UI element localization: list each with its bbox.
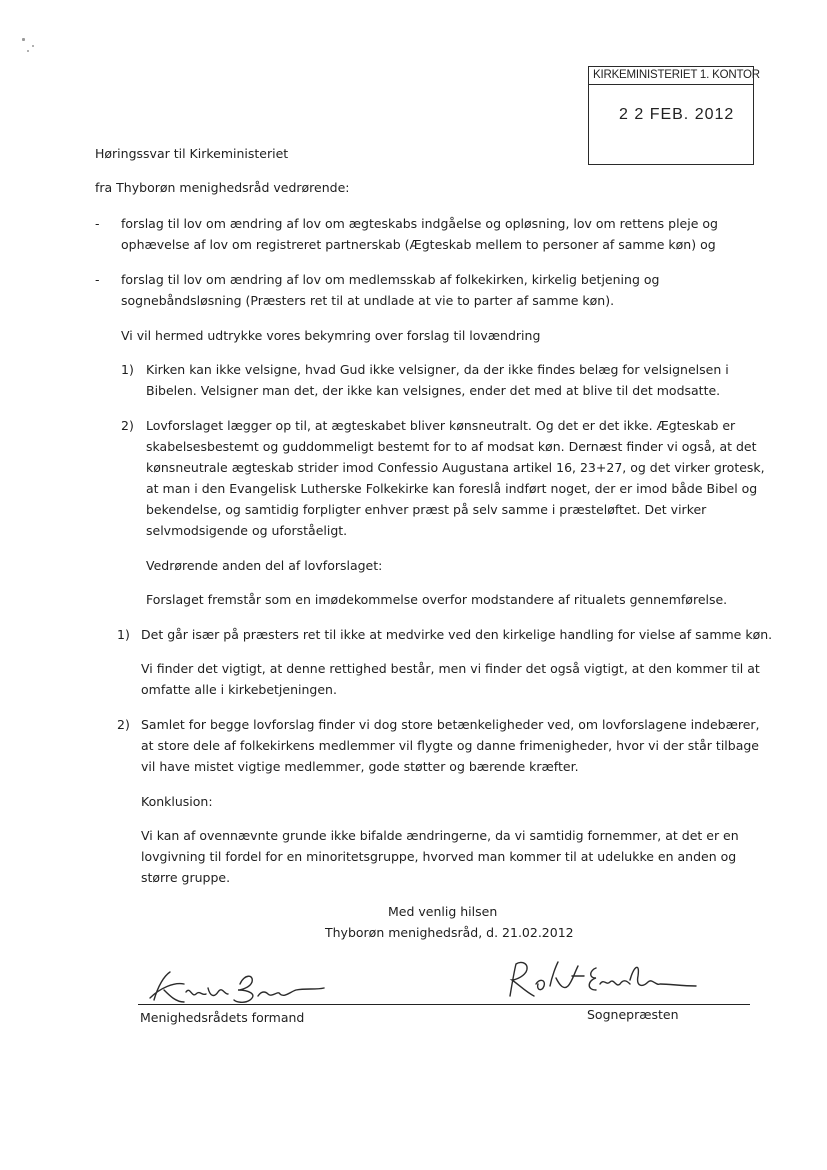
proposal-line: forslag til lov om ændring af lov om medlemsskab af folkekirken, kirkelig betjening og [121, 272, 660, 287]
proposal-bullet: - [95, 216, 100, 231]
signature-line [138, 1004, 750, 1005]
point-line: Samlet for begge lovforslag finder vi dog store betænkeligheder ved, om lovforslagene indebærer, [141, 717, 760, 732]
stamp-office-text: KIRKEMINISTERIET 1. KONTOR [593, 69, 760, 81]
point-line: selvmodsigende og uforståeligt. [146, 523, 348, 538]
stamp-header-band [589, 66, 760, 85]
point-line: Lovforslaget lægger op til, at ægteskabet bliver kønsneutralt. Og det er det ikke. Ægteskab er [146, 418, 736, 433]
scan-speck [22, 38, 25, 41]
point-line: vil have mistet vigtige medlemmer, gode støtter og bærende kræfter. [141, 759, 579, 774]
point-line: bekendelse, og samtidig forpligter enhver præst på selv samme i præsteløftet. Det virker [146, 502, 707, 517]
closing-sender: Thyborøn menighedsråd, d. 21.02.2012 [325, 925, 574, 940]
closing-greeting: Med venlig hilsen [388, 904, 498, 919]
document-title: Høringssvar til Kirkeministeriet [95, 146, 289, 161]
second-part-intro: Forslaget fremstår som en imødekommelse overfor modstandere af ritualets gennemførelse. [146, 592, 728, 607]
chairman-signature [140, 968, 330, 1008]
proposal-line: forslag til lov om ændring af lov om ægteskabs indgåelse og opløsning, lov om rettens pleje og [121, 216, 718, 231]
point-line: Bibelen. Velsigner man det, der ikke kan velsignes, ender det med at blive til det modsatte. [146, 383, 721, 398]
point-line: at store dele af folkekirkens medlemmer vil flygte og danne frimenigheder, hvor vi der står tilbage [141, 738, 759, 753]
point-line: kønsneutrale ægteskab strider imod Confessio Augustana artikel 16, 23+27, og det virker grotesk, [146, 460, 765, 475]
stamp-date: 2 2 FEB. 2012 [619, 106, 735, 123]
conclusion-line: lovgivning til fordel for en minoritetsgruppe, hvorved man kommer til at udelukke en anden og [141, 849, 737, 864]
priest-role: Sognepræsten [587, 1007, 679, 1022]
conclusion-line: større gruppe. [141, 870, 231, 885]
proposal-line: ophævelse af lov om registreret partnerskab (Ægteskab mellem to personer af samme køn) og [121, 237, 716, 252]
conclusion-line: Vi kan af ovennævnte grunde ikke bifalde ændringerne, da vi samtidig fornemmer, at det er en [141, 828, 739, 843]
point-line: Kirken kan ikke velsigne, hvad Gud ikke velsigner, da der ikke findes belæg for velsignelsen i [146, 362, 729, 377]
point-line: at man i den Evangelisk Lutherske Folkekirke kan foreslå indført noget, der er imod både Bibel og [146, 481, 758, 496]
point-line: Vi finder det vigtigt, at denne rettighed består, men vi finder det også vigtigt, at den kommer til at [141, 661, 760, 676]
scan-speck [27, 50, 29, 52]
scan-speck [32, 45, 34, 47]
point-line: skabelsesbestemt og guddommeligt bestemt for to af modsat køn. Dernæst finder vi også, at det [146, 439, 757, 454]
point-number: 2) [121, 418, 134, 433]
intro-statement: Vi vil hermed udtrykke vores bekymring over forslag til lovændring [121, 328, 541, 343]
document-from: fra Thyborøn menighedsråd vedrørende: [95, 180, 350, 195]
point-number: 1) [117, 627, 130, 642]
second-part-heading: Vedrørende anden del af lovforslaget: [146, 558, 383, 573]
point-number: 1) [121, 362, 134, 377]
point-line: omfatte alle i kirkebetjeningen. [141, 682, 337, 697]
proposal-line: sognebåndsløsning (Præsters ret til at undlade at vie to parter af samme køn). [121, 293, 615, 308]
chairman-role: Menighedsrådets formand [140, 1010, 305, 1025]
proposal-bullet: - [95, 272, 100, 287]
priest-signature [500, 956, 700, 1006]
received-stamp [588, 66, 760, 165]
point-line: Det går især på præsters ret til ikke at medvirke ved den kirkelige handling for vielse af samme køn. [141, 627, 773, 642]
conclusion-heading: Konklusion: [141, 794, 213, 809]
point-number: 2) [117, 717, 130, 732]
